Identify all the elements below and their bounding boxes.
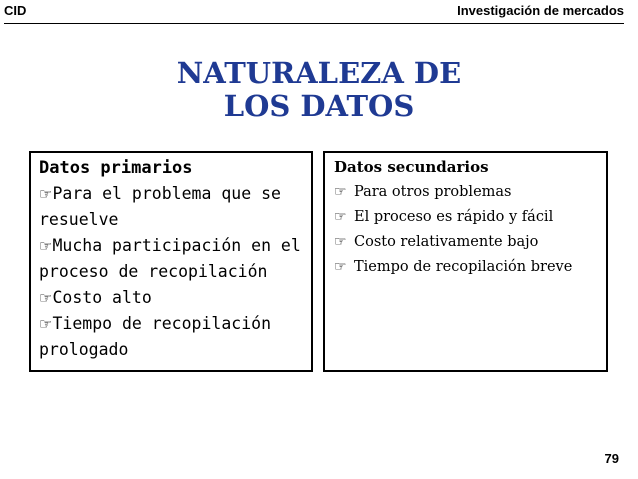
primary-data-heading: Datos primarios xyxy=(39,158,193,178)
pointing-hand-icon: ☞ xyxy=(39,315,53,333)
primary-data-item xyxy=(39,285,302,311)
primary-data-item-text: Tiempo de recopilación prologado xyxy=(39,314,271,359)
secondary-data-box xyxy=(323,151,608,372)
primary-data-item-text: Mucha participación en el proceso de recopilación xyxy=(39,236,301,281)
pointing-hand-icon: ☞ xyxy=(334,234,347,250)
primary-data-box xyxy=(29,151,313,372)
pointing-hand-icon: ☞ xyxy=(39,289,53,307)
secondary-data-item xyxy=(334,180,598,205)
slide-title-line-1: NATURALEZA DE xyxy=(176,56,462,90)
pointing-hand-icon: ☞ xyxy=(334,259,347,275)
secondary-data-item-text: El proceso es rápido y fácil xyxy=(354,209,554,225)
primary-data-item xyxy=(39,233,302,285)
pointing-hand-icon: ☞ xyxy=(334,209,347,225)
secondary-data-item-text: Para otros problemas xyxy=(354,184,512,200)
secondary-data-item xyxy=(334,255,598,280)
header-right-label: Investigación de mercados xyxy=(457,3,624,18)
primary-data-item xyxy=(39,181,302,233)
secondary-data-item-text: Tiempo de recopilación breve xyxy=(354,259,573,275)
pointing-hand-icon: ☞ xyxy=(39,185,53,203)
primary-data-item-text: Costo alto xyxy=(52,288,152,307)
primary-data-item xyxy=(39,311,302,363)
pointing-hand-icon: ☞ xyxy=(334,184,347,200)
secondary-data-item-text: Costo relativamente bajo xyxy=(354,234,539,250)
header-left-label: CID xyxy=(4,3,27,18)
secondary-data-heading: Datos secundarios xyxy=(334,158,489,176)
header-divider xyxy=(4,23,624,24)
slide-title xyxy=(0,57,638,123)
secondary-data-item xyxy=(334,230,598,255)
slide-title-line-2: LOS DATOS xyxy=(223,89,415,123)
page-number: 79 xyxy=(604,451,619,466)
secondary-data-item xyxy=(334,205,598,230)
primary-data-item-text: Para el problema que se resuelve xyxy=(39,184,281,229)
pointing-hand-icon: ☞ xyxy=(39,237,53,255)
